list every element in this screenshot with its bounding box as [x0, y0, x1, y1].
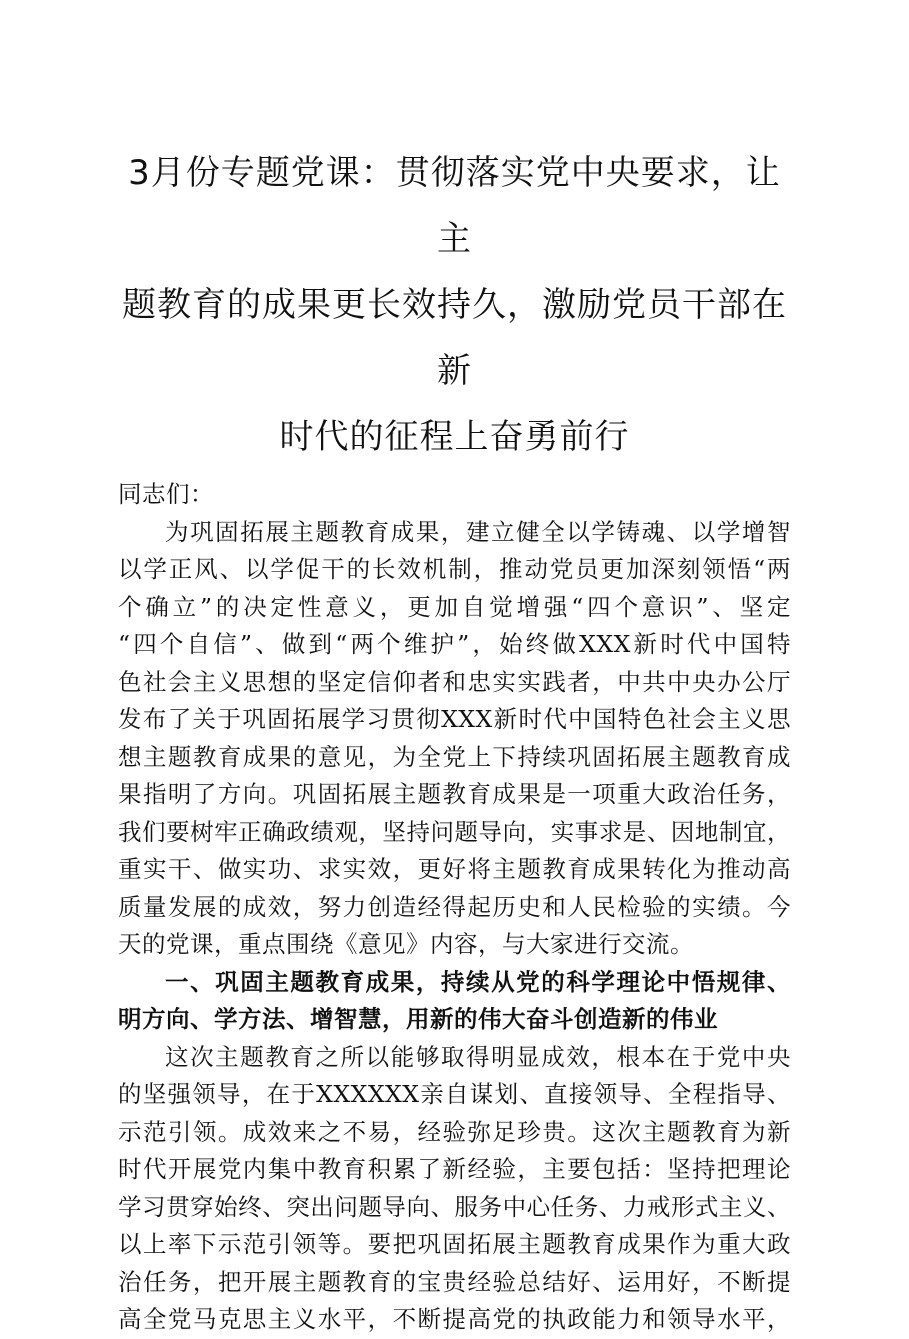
paragraph-intro — [118, 514, 791, 552]
text-line: 以上率下示范引领等。要把巩固拓展主题教育成果作为重大政 — [118, 1230, 791, 1258]
section-heading-1-cont — [118, 1001, 791, 1039]
text-line: 天的党课，重点围绕《意见》内容，与大家进行交流。 — [118, 930, 694, 958]
text-line: 的坚强领导，在于XXXXXX亲自谋划、直接领导、全程指导、 — [118, 1080, 791, 1108]
text-line: 为巩固拓展主题教育成果，建立健全以学铸魂、以学增智 — [165, 517, 791, 546]
title-line: 题教育的成果更长效持久，激励党员干部在新 — [122, 285, 787, 391]
text-line: 示范引领。成效来之不易，经验弥足珍贵。这次主题教育为新 — [118, 1117, 791, 1146]
text-line: 重实干、做实功、求实效，更好将主题教育成果转化为推动高 — [118, 855, 791, 883]
text-line: 我们要树牢正确政绩观，坚持问题导向，实事求是、因地制宜， — [118, 817, 791, 846]
text-line: 治任务，把开展主题教育的宝贵经验总结好、运用好，不断提 — [118, 1267, 791, 1296]
heading-line: 明方向、学方法、增智慧，用新的伟大奋斗创造新的伟业 — [118, 1005, 718, 1033]
text-line: 发布了关于巩固拓展学习贯彻XXX新时代中国特色社会主义思 — [118, 705, 791, 733]
title-line: 时代的征程上奋勇前行 — [279, 417, 630, 457]
text-line: 学习贯穿始终、突出问题导向、服务中心任务、力戒形式主义、 — [118, 1192, 791, 1221]
text-line: 果指明了方向。巩固拓展主题教育成果是一项重大政治任务， — [118, 780, 791, 808]
section-heading-1 — [118, 964, 791, 1002]
text-line: 时代开展党内集中教育积累了新经验，主要包括：坚持把理论 — [118, 1155, 791, 1183]
paragraph-intro-cont — [118, 551, 791, 964]
paragraph-section-1 — [118, 1039, 791, 1077]
document-title — [118, 140, 791, 470]
text-line: 想主题教育成果的意见，为全党上下持续巩固拓展主题教育成 — [118, 742, 791, 771]
text-line: “四个自信”、做到“两个维护”，始终做XXX新时代中国特 — [118, 630, 791, 658]
text-line: 个确立”的决定性意义，更加自觉增强“四个意识”、坚定 — [118, 592, 791, 621]
document-body — [118, 476, 791, 1339]
salutation: 同志们： — [118, 480, 214, 508]
text-line: 色社会主义思想的坚定信仰者和忠实实践者，中共中央办公厅 — [118, 667, 791, 696]
text-line: 这次主题教育之所以能够取得明显成效，根本在于党中央 — [165, 1042, 791, 1071]
heading-line: 一、巩固主题教育成果，持续从党的科学理论中悟规律、 — [165, 967, 791, 996]
text-line: 质量发展的成效，努力创造经得起历史和人民检验的实绩。今 — [118, 892, 791, 921]
title-line: 3月份专题党课：贯彻落实党中央要求，让主 — [128, 153, 781, 259]
paragraph-section-1-cont — [118, 1076, 791, 1339]
text-line: 高全党马克思主义水平，不断提高党的执政能力和领导水平， — [118, 1305, 791, 1333]
text-line: 以学正风、以学促干的长效机制，推动党员更加深刻领悟“两 — [118, 555, 791, 583]
